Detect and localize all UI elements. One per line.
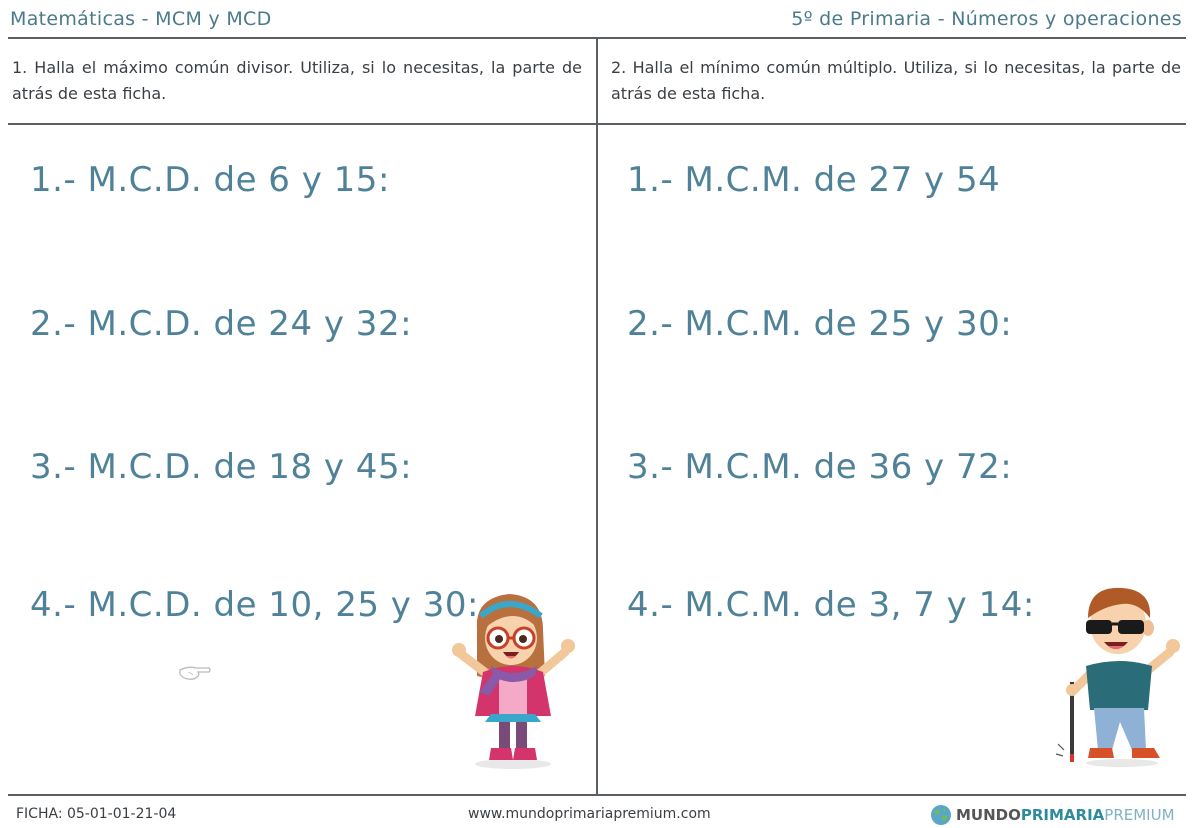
mcm-exercise-3: 3.- M.C.M. de 36 y 72: [627,447,1013,487]
brand-primaria: PRIMARIA [1020,806,1105,824]
column-divider [596,38,598,795]
mcd-exercise-4: 4.- M.C.D. de 10, 25 y 30: [30,585,479,625]
ficha-code: FICHA: 05-01-01-21-04 [16,806,177,822]
instruction-mcd: 1. Halla el máximo común divisor. Utiliza, si lo necesitas, la parte de atrás de esta ficha. [12,58,582,103]
mcm-exercise-4: 4.- M.C.M. de 3, 7 y 14: [627,585,1035,625]
mcm-exercise-1: 1.- M.C.M. de 27 y 54 [627,160,1001,200]
girl-illustration [447,588,579,770]
header-title-right: 5º de Primaria - Números y operaciones [791,8,1182,30]
mcd-exercise-1: 1.- M.C.D. de 6 y 15: [30,160,390,200]
mcd-exercise-3: 3.- M.C.D. de 18 y 45: [30,447,413,487]
mcd-exercise-2: 2.- M.C.D. de 24 y 32: [30,304,413,344]
header-title-left: Matemáticas - MCM y MCD [10,8,272,30]
brand-logo [930,804,1175,826]
instruction-mcm: 2. Halla el mínimo común múltiplo. Utiliza, si lo necesitas, la parte de atrás de esta ficha. [611,58,1181,103]
brand-premium: PREMIUM [1104,806,1175,824]
brand-mundo: MUNDO [956,806,1021,824]
globe-icon [930,804,952,826]
website-url[interactable]: www.mundoprimariapremium.com [468,806,711,822]
boy-illustration [1052,582,1180,768]
pointing-hand-icon [178,662,212,684]
mcm-exercise-2: 2.- M.C.M. de 25 y 30: [627,304,1013,344]
